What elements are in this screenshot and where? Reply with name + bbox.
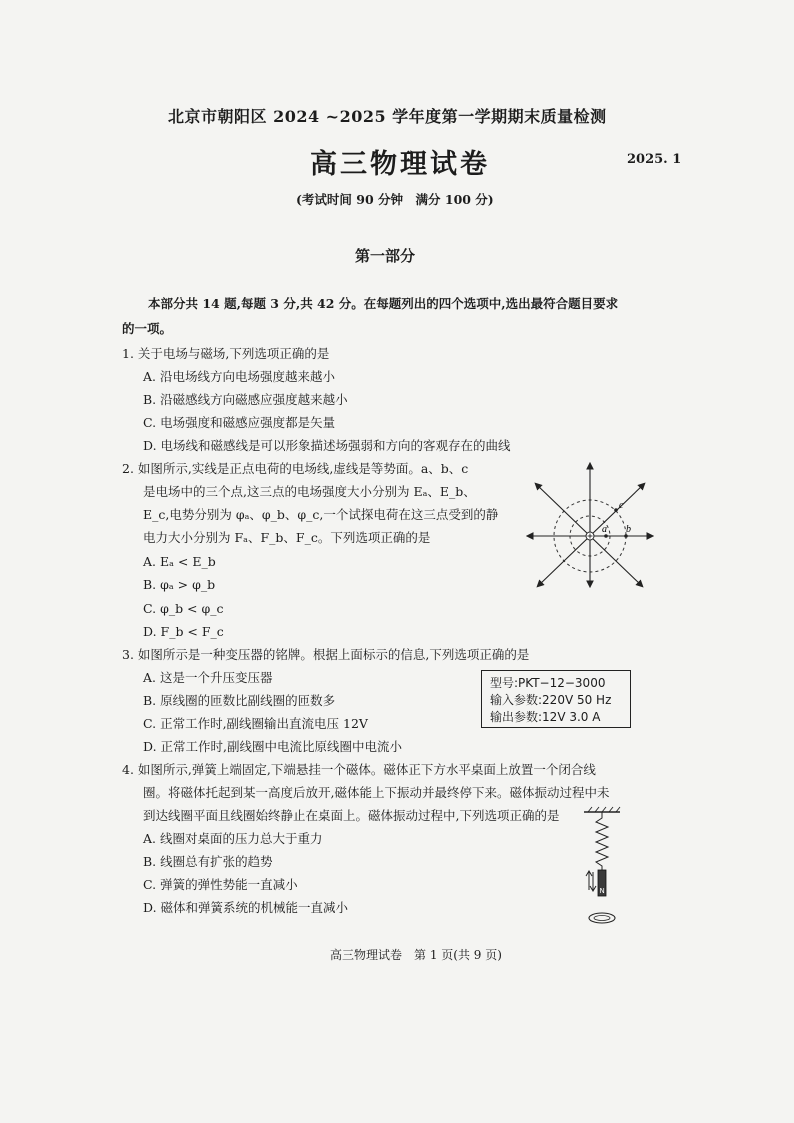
transformer-nameplate (481, 670, 631, 728)
section-intro-line-1: 本部分共 14 题,每题 3 分,共 42 分。在每题列出的四个选项中,选出最符合题目要求 (148, 296, 619, 311)
exam-info: (考试时间 90 分钟 满分 100 分) (296, 192, 494, 207)
question-stem-line: 3. 如图所示是一种变压器的铭牌。根据上面标示的信息,下列选项正确的是 (122, 647, 530, 662)
question-option: A. 沿电场线方向电场强度越来越小 (143, 369, 335, 384)
coil-icon (589, 913, 615, 923)
question-option: C. 弹簧的弹性势能一直减小 (143, 877, 298, 892)
label-c: c (619, 500, 624, 511)
question-option: A. Eₐ < E_b (143, 554, 216, 569)
label-b: b (626, 524, 631, 535)
question-option: C. 正常工作时,副线圈输出直流电压 12V (143, 716, 368, 731)
question-option: D. 磁体和弹簧系统的机械能一直减小 (143, 900, 349, 915)
question-option: C. φ_b < φ_c (143, 601, 224, 616)
spring-magnet-figure (580, 806, 626, 934)
label-a: a (602, 524, 607, 535)
question-option: D. 电场线和磁感线是可以形象描述场强弱和方向的客观存在的曲线 (143, 438, 511, 453)
nameplate-input: 输入参数:220V 50 Hz (490, 693, 612, 707)
question-option: D. 正常工作时,副线圈中电流比原线圈中电流小 (143, 739, 402, 754)
spring-icon (596, 812, 608, 870)
point-c (614, 508, 618, 512)
question-option: B. 沿磁感线方向磁感应强度越来越小 (143, 392, 348, 407)
nameplate-model: 型号:PKT−12−3000 (490, 676, 606, 690)
question-stem-line: 4. 如图所示,弹簧上端固定,下端悬挂一个磁体。磁体正下方水平桌面上放置一个闭合线 (122, 762, 596, 777)
section-intro-line-2: 的一项。 (122, 321, 173, 336)
question-stem-line: 2. 如图所示,实线是正点电荷的电场线,虚线是等势面。a、b、c (122, 461, 469, 476)
exam-date: 2025. 1 (627, 152, 682, 167)
question-option: B. 原线圈的匝数比副线圈的匝数多 (143, 693, 336, 708)
question-option: A. 这是一个升压变压器 (143, 670, 273, 685)
vibration-arrows-icon (586, 871, 596, 891)
question-stem-line: 1. 关于电场与磁场,下列选项正确的是 (122, 346, 330, 361)
question-stem-line: 圈。将磁体托起到某一高度后放开,磁体能上下振动并最终停下来。磁体振动过程中未 (143, 785, 610, 800)
nameplate-output: 输出参数:12V 3.0 A (490, 710, 601, 724)
question-stem-line: E_c,电势分别为 φₐ、φ_b、φ_c,一个试探电荷在这三点受到的静 (143, 507, 499, 522)
section-title: 第一部分 (355, 247, 416, 265)
subject-title: 高三物理试卷 (310, 149, 490, 180)
question-option: D. F_b < F_c (143, 624, 224, 639)
point-charge-field-figure (526, 460, 654, 588)
question-option: B. 线圈总有扩张的趋势 (143, 854, 273, 869)
question-option: A. 线圈对桌面的压力总大于重力 (143, 831, 323, 846)
field-lines (528, 464, 652, 586)
magnet-pole-label: N (599, 887, 605, 895)
page-footer: 高三物理试卷 第 1 页(共 9 页) (330, 948, 502, 962)
exam-title: 北京市朝阳区 2024 ~2025 学年度第一学期期末质量检测 (168, 107, 607, 126)
question-stem-line: 是电场中的三个点,这三点的电场强度大小分别为 Eₐ、E_b、 (143, 484, 476, 499)
question-stem-line: 电力大小分别为 Fₐ、F_b、F_c。下列选项正确的是 (143, 530, 431, 545)
question-option: C. 电场强度和磁感应强度都是矢量 (143, 415, 336, 430)
question-stem-line: 到达线圈平面且线圈始终静止在桌面上。磁体振动过程中,下列选项正确的是 (143, 808, 560, 823)
ceiling-hatch (588, 807, 620, 812)
question-option: B. φₐ > φ_b (143, 577, 216, 592)
